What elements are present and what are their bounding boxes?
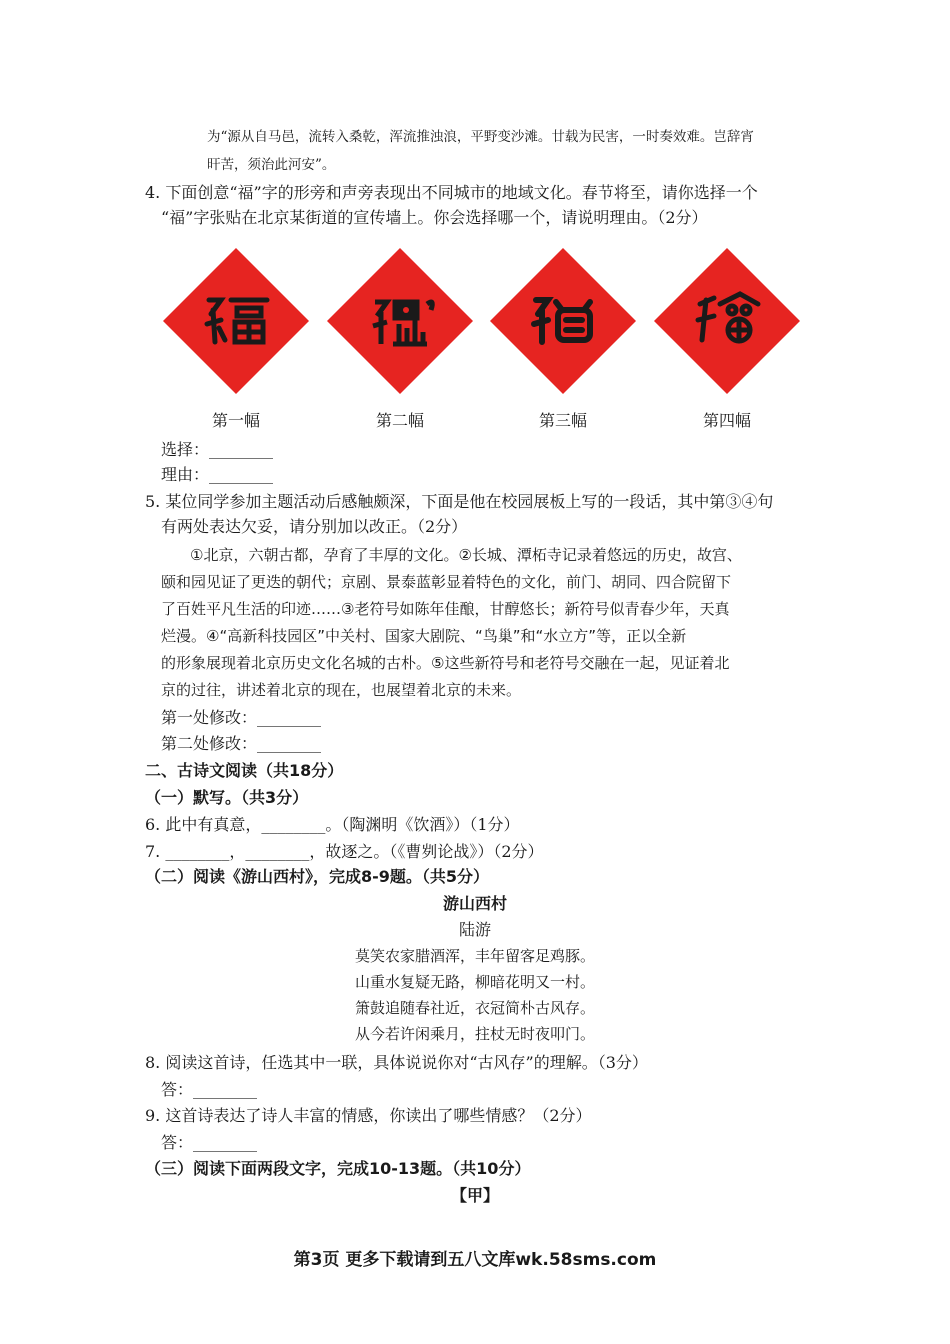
q9: 9. 这首诗表达了诗人丰富的情感，你读出了哪些情感？（2分） (145, 1106, 592, 1125)
q4-choose: 选择：________ (161, 440, 274, 459)
q5-passage-line-4: 烂漫。④“高新科技园区”中关村、国家大剧院、“鸟巢”和“水立方”等，正以全新 (161, 627, 687, 645)
caption-1: 第一幅 (211, 411, 260, 430)
poem-line-1: 莫笑农家腊酒浑，丰年留客足鸡豚。 (354, 947, 595, 965)
caption-2: 第二幅 (375, 411, 424, 430)
q6: 6. 此中有真意，________。（陶渊明《饮酒》）（1分） (145, 815, 520, 834)
caption-4: 第四幅 (702, 411, 751, 430)
q5-passage-line-3: 了百姓平凡生活的印迹……③老符号如陈年佳酿，甘醇悠长；新符号似青春少年，天真 (161, 600, 730, 618)
q8: 8. 阅读这首诗，任选其中一联，具体说说你对“古风存”的理解。（3分） (145, 1053, 648, 1072)
section-2-part-1: （一）默写。（共3分） (145, 788, 309, 807)
intro-quote-line-1: 为“源从自马邑，流转入桑乾，浑流推浊浪，平野变沙滩。廿载为民害，一时奏效难。岂辞宵 (207, 129, 754, 145)
q4-text-line-1: 4. 下面创意“福”字的形旁和声旁表现出不同城市的地域文化。春节将至，请你选择一个 (145, 183, 758, 202)
fu-image-2 (327, 248, 473, 394)
fu-image-4 (654, 248, 800, 394)
q8-answer: 答：________ (161, 1080, 258, 1099)
q5-text-line-1: 5. 某位同学参加主题活动后感触颇深，下面是他在校园展板上写的一段话，其中第③④句 (145, 492, 774, 511)
poem-title: 游山西村 (442, 894, 507, 913)
section-2-title: 二、古诗文阅读（共18分） (145, 761, 344, 780)
section-2-part-3: （三）阅读下面两段文字，完成10-13题。（共10分） (145, 1159, 531, 1178)
section-2-part-2: （二）阅读《游山西村》，完成8-9题。（共5分） (145, 867, 490, 886)
caption-3: 第三幅 (538, 411, 587, 430)
q5-text-line-2: 有两处表达欠妥，请分别加以改正。（2分） (161, 517, 468, 536)
page-footer: 第3页 更多下载请到五八文库wk.58sms.com (293, 1250, 657, 1270)
poem-author: 陆游 (458, 920, 491, 939)
q5-fix-2: 第二处修改：________ (161, 734, 322, 753)
q5-passage-line-6: 京的过往，讲述着北京的现在，也展望着北京的未来。 (161, 681, 522, 699)
fu-image-3 (490, 248, 636, 394)
jia-heading: 【甲】 (450, 1186, 499, 1205)
q9-answer: 答：________ (161, 1133, 258, 1152)
q5-fix-1: 第一处修改：________ (161, 708, 322, 727)
q7: 7. ________，________，故逐之。（《曹刿论战》）（2分） (145, 842, 544, 861)
poem-line-4: 从今若许闲乘月，拄杖无时夜叩门。 (354, 1025, 595, 1043)
fu-image-1 (163, 248, 309, 394)
q5-passage-line-5: 的形象展现着北京历史文化名城的古朴。⑤这些新符号和老符号交融在一起，见证着北 (161, 654, 730, 672)
poem-line-3: 箫鼓追随春社近，衣冠简朴古风存。 (354, 999, 595, 1017)
q5-passage-line-2: 颐和园见证了更迭的朝代；京剧、景泰蓝彰显着特色的文化，前门、胡同、四合院留下 (161, 573, 732, 591)
q4-text-line-2: “福”字张贴在北京某街道的宣传墙上。你会选择哪一个，请说明理由。（2分） (161, 208, 708, 227)
intro-quote-line-2: 旰苦，须治此河安”。 (207, 157, 336, 173)
q5-passage-line-1: ①北京，六朝古都，孕育了丰厚的文化。②长城、潭柘寺记录着悠远的历史，故宫、 (190, 546, 742, 564)
poem-line-2: 山重水复疑无路，柳暗花明又一村。 (354, 973, 595, 991)
q4-reason: 理由：________ (161, 465, 274, 484)
